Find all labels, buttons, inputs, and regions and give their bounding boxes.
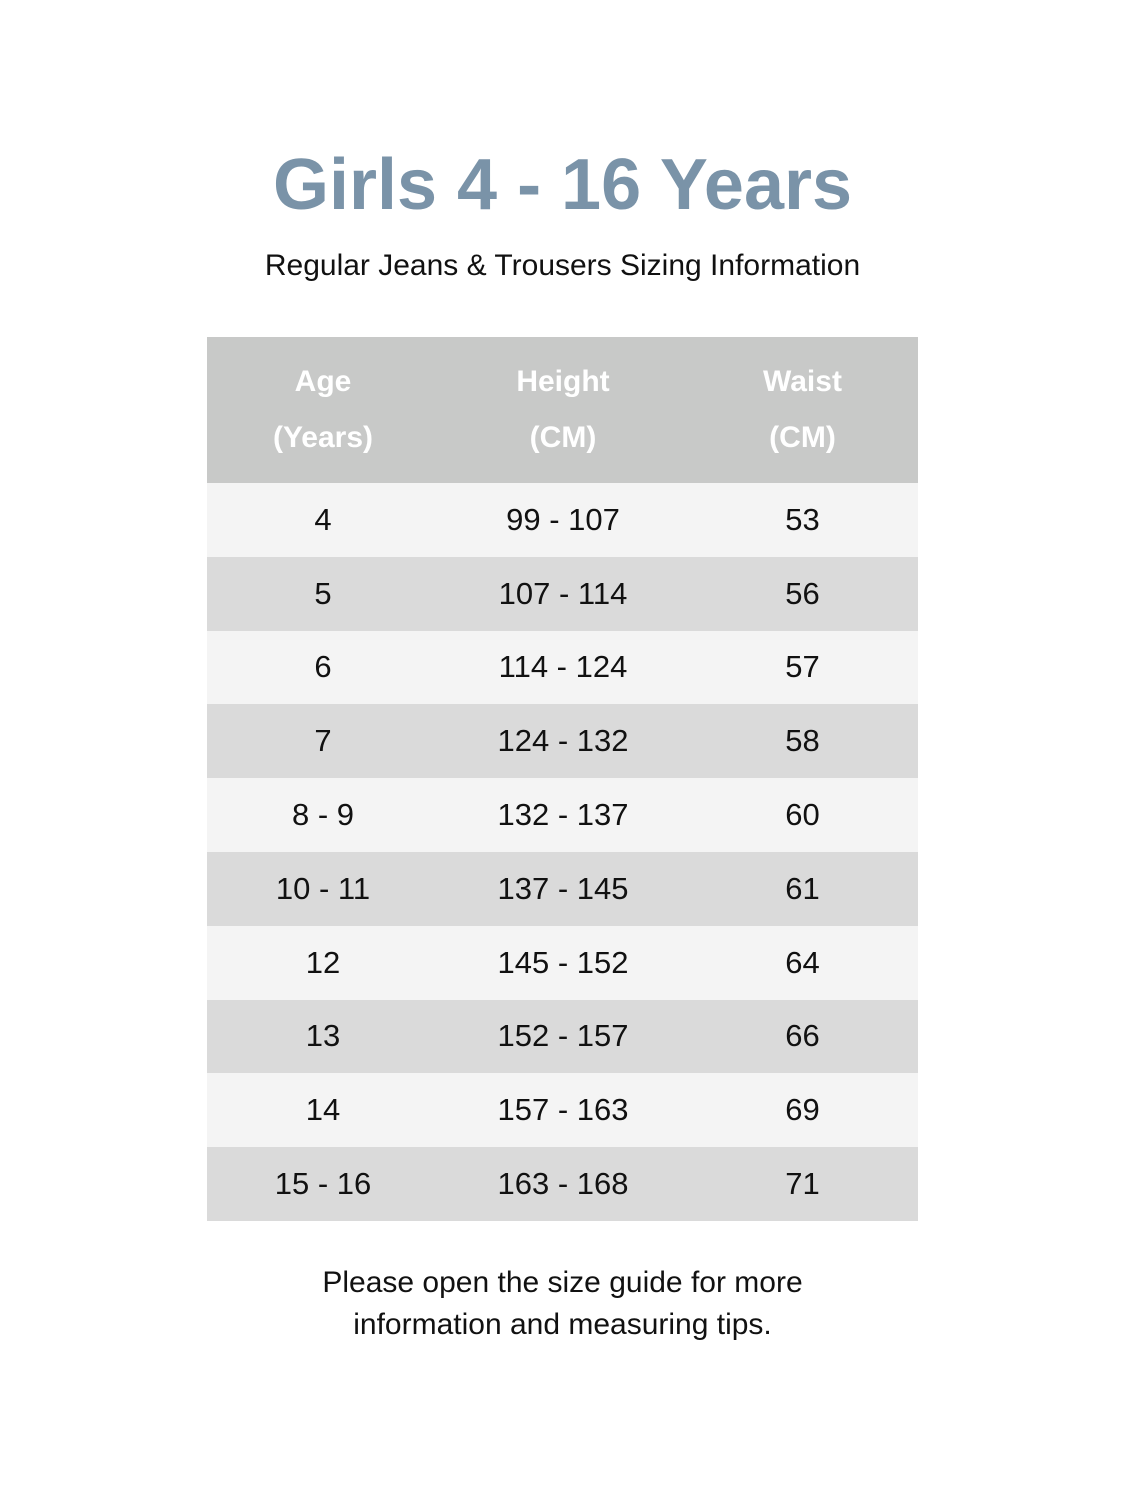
cell-waist: 57	[785, 649, 820, 685]
table-row	[207, 1000, 918, 1074]
table-row	[207, 557, 918, 631]
cell-height: 157 - 163	[497, 1092, 629, 1128]
header-waist-unit: (CM)	[769, 421, 836, 454]
cell-height: 124 - 132	[497, 723, 629, 759]
page-subtitle: Regular Jeans & Trousers Sizing Information	[264, 249, 861, 282]
cell-waist: 61	[785, 870, 820, 906]
cell-age: 8 - 9	[291, 797, 355, 833]
cell-waist: 66	[785, 1018, 820, 1054]
header-age-unit: (Years)	[272, 421, 374, 454]
table-row	[207, 483, 918, 557]
cell-age: 10 - 11	[275, 870, 371, 906]
size-table	[207, 337, 918, 1221]
cell-height: 99 - 107	[506, 501, 620, 537]
table-row	[207, 778, 918, 852]
cell-height: 107 - 114	[498, 575, 628, 611]
header-height-unit: (CM)	[529, 421, 597, 454]
cell-age: 4	[314, 501, 332, 537]
table-header	[207, 337, 918, 483]
header-age	[207, 337, 439, 483]
cell-waist: 64	[785, 944, 820, 980]
header-height-label: Height	[516, 365, 610, 398]
cell-age: 7	[314, 723, 332, 759]
cell-waist: 56	[785, 575, 820, 611]
table-row	[207, 852, 918, 926]
table-row	[207, 631, 918, 705]
cell-age: 14	[305, 1092, 341, 1128]
footer-line-2: information and measuring tips.	[353, 1308, 772, 1341]
cell-height: 114 - 124	[498, 649, 628, 685]
cell-age: 15 - 16	[274, 1166, 372, 1202]
page-title: Girls 4 - 16 Years	[272, 145, 853, 225]
header-age-label: Age	[294, 365, 352, 398]
cell-age: 13	[305, 1018, 341, 1054]
cell-waist: 60	[785, 797, 820, 833]
cell-height: 163 - 168	[497, 1166, 629, 1202]
cell-waist: 69	[785, 1092, 820, 1128]
cell-age: 12	[305, 944, 341, 980]
cell-waist: 71	[785, 1166, 820, 1202]
table-row	[207, 704, 918, 778]
table-row	[207, 926, 918, 1000]
cell-height: 137 - 145	[497, 870, 629, 906]
cell-height: 132 - 137	[497, 797, 629, 833]
cell-age: 5	[314, 575, 332, 611]
cell-height: 152 - 157	[497, 1018, 629, 1054]
cell-waist: 53	[785, 501, 820, 537]
header-waist-label: Waist	[763, 365, 842, 398]
cell-height: 145 - 152	[497, 944, 629, 980]
table-row	[207, 1073, 918, 1147]
header-height	[439, 337, 687, 483]
footer-note	[0, 1262, 1125, 1346]
cell-waist: 58	[785, 723, 820, 759]
table-row	[207, 1147, 918, 1221]
cell-age: 6	[314, 649, 332, 685]
header-waist	[687, 337, 918, 483]
footer-line-1: Please open the size guide for more	[322, 1266, 803, 1299]
